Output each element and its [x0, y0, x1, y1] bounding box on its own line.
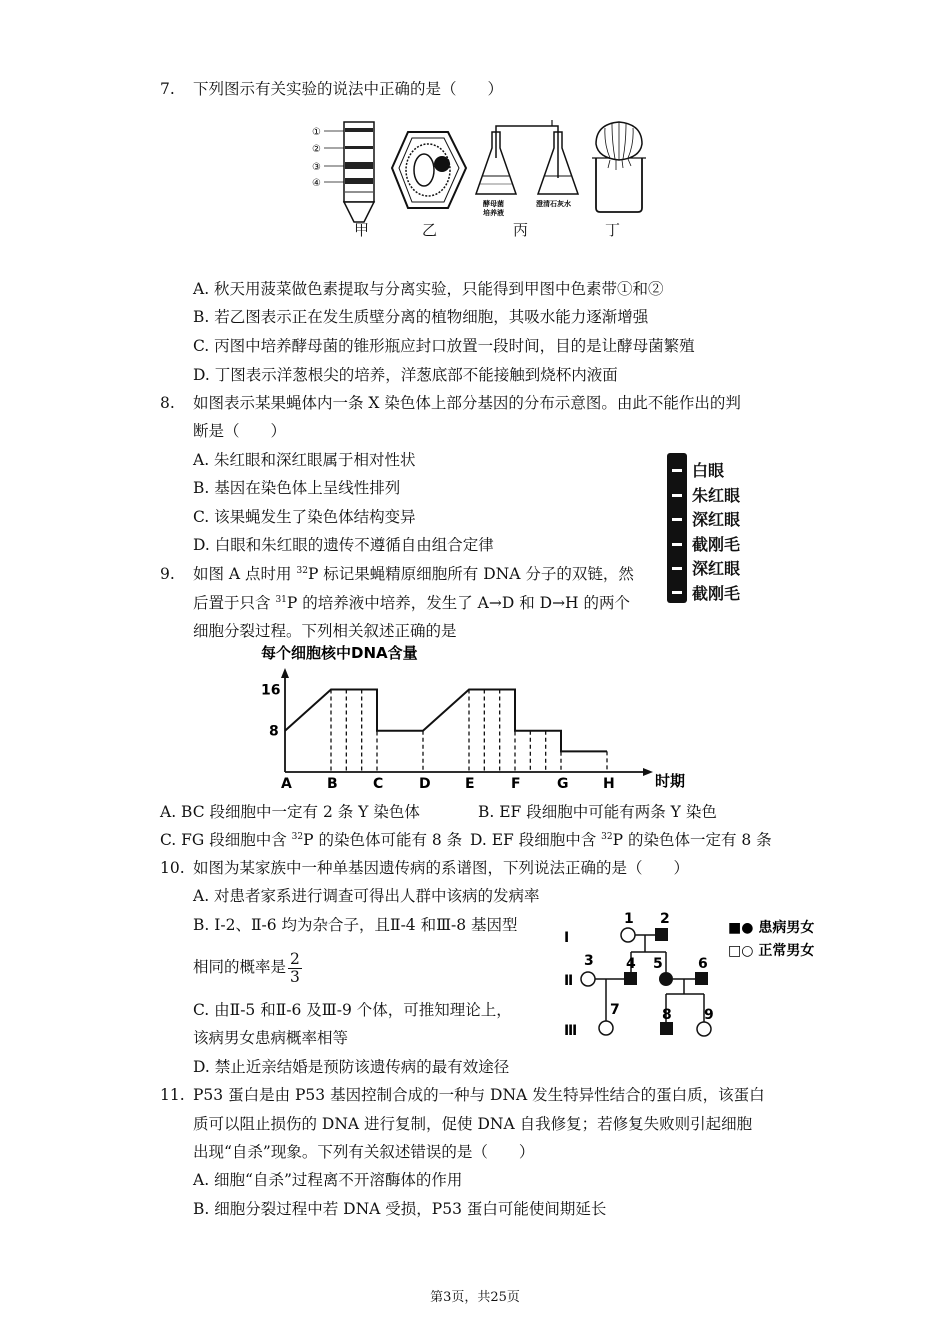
individual-number: 5 — [653, 956, 663, 972]
chromatography-strip — [312, 122, 374, 222]
q9-line1 — [193, 564, 634, 584]
fraction-denominator: 3 — [290, 967, 300, 986]
q9-line2-sup: 31 — [275, 595, 287, 605]
page-footer: 第3页，共25页 — [430, 1290, 520, 1305]
q7-option-c: C. 丙图中培养酵母菌的锥形瓶应封口放置一段时间，目的是让酵母菌繁殖 — [193, 337, 695, 355]
band-mark: ④ — [312, 178, 321, 189]
q9-option-b: B. EF 段细胞中可能有两条 Y 染色 — [478, 803, 717, 821]
chart-dashed-guides — [331, 689, 607, 772]
generation-label: Ⅰ — [564, 930, 570, 946]
q9-option-c — [160, 830, 462, 850]
plant-cell — [392, 132, 466, 208]
individual-7-normal-female — [599, 1021, 613, 1035]
q11-line2: 质可以阻止损伤的 DNA 进行复制，促使 DNA 自我修复；若修复失败则引起细胞 — [193, 1115, 753, 1133]
q7-option-b: B. 若乙图表示正在发生质壁分离的植物细胞，其吸水能力逐渐增强 — [193, 308, 649, 326]
q9-option-d — [470, 830, 772, 850]
caption-yi: 乙 — [422, 221, 438, 239]
flask2-label: 澄清石灰水 — [536, 200, 571, 208]
q8-number: 8. — [160, 394, 175, 412]
dna-series-line — [285, 690, 607, 752]
individual-1-normal-female — [621, 928, 635, 942]
q9-line2 — [193, 593, 630, 613]
x-tick-label: G — [557, 776, 569, 792]
q7-number: 7. — [160, 80, 175, 98]
q9-line1-b: P 标记果蝇精原细胞所有 DNA 分子的双链，然 — [307, 565, 634, 583]
gene-label: 截刚毛 — [692, 584, 741, 603]
individual-6-affected-male — [695, 972, 708, 985]
q10-stem: 如图为某家族中一种单基因遗传病的系谱图，下列说法正确的是（ ） — [193, 859, 690, 877]
individual-5-affected-female — [659, 972, 673, 986]
individual-number: 9 — [704, 1007, 714, 1023]
individual-number: 8 — [662, 1007, 672, 1023]
individual-number: 6 — [698, 956, 708, 972]
onion-beaker — [592, 122, 646, 212]
individual-number: 7 — [610, 1002, 620, 1018]
x-tick-label: E — [465, 776, 475, 792]
caption-jia: 甲 — [354, 221, 370, 239]
individual-2-affected-male — [655, 928, 668, 941]
q10-option-a: A. 对患者家系进行调查可得出人群中该病的发病率 — [193, 887, 540, 905]
band-mark: ② — [312, 144, 321, 155]
fraction-two-thirds — [288, 951, 302, 986]
x-tick-label: B — [327, 776, 338, 792]
q9-option-d-b: P 的染色体一定有 8 条 — [612, 831, 772, 849]
individual-number: 4 — [626, 956, 636, 972]
q7-option-d: D. 丁图表示洋葱根尖的培养，洋葱底部不能接触到烧杯内液面 — [193, 366, 618, 384]
q9-option-c-a: C. FG 段细胞中含 — [160, 831, 292, 849]
q9-option-d-a: D. EF 段细胞中含 — [470, 831, 602, 849]
gene-label: 深红眼 — [692, 559, 741, 578]
q11-line3: 出现“自杀”现象。下列有关叙述错误的是（ ） — [193, 1143, 535, 1161]
q8-stem-line1: 如图表示某果蝇体内一条 X 染色体上部分基因的分布示意图。由此不能作出的判 — [193, 394, 741, 412]
q9-line2-a: 后置于只含 — [193, 594, 276, 612]
q9-option-a: A. BC 段细胞中一定有 2 条 Y 染色体 — [160, 803, 420, 821]
q10-option-b-line2 — [193, 947, 302, 987]
x-axis-arrow — [643, 768, 653, 776]
individual-8-affected-male — [660, 1022, 673, 1035]
chart-title: 每个细胞核中DNA含量 — [261, 644, 418, 662]
q8-stem-line2: 断是（ ） — [193, 422, 287, 440]
x-axis-label: 时期 — [655, 772, 686, 790]
q10-option-b-text: 相同的概率是 — [193, 958, 287, 976]
y-tick-labels — [261, 682, 280, 739]
caption-bing: 丙 — [513, 221, 529, 239]
q9-line2-b: P 的培养液中培养，发生了 A→D 和 D→H 的两个 — [286, 594, 630, 612]
q11-line1: P53 蛋白是由 P53 基因控制合成的一种与 DNA 发生特异性结合的蛋白质，该蛋白 — [193, 1086, 765, 1104]
gene-label: 深红眼 — [692, 510, 741, 529]
generation-label: Ⅱ — [564, 973, 574, 989]
q10-option-c-line1: C. 由Ⅱ-5 和Ⅱ-6 及Ⅲ-9 个体，可推知理论上， — [193, 1001, 512, 1019]
q9-option-c-sup: 32 — [291, 832, 304, 842]
x-tick-label: D — [419, 776, 431, 792]
q8-option-a: A. 朱红眼和深红眼属于相对性状 — [193, 451, 416, 469]
x-chromosome-figure — [666, 452, 688, 604]
y-axis-arrow — [281, 668, 289, 678]
flask1-label: 培养液 — [483, 209, 504, 217]
q9-line1-a: 如图 A 点时用 — [193, 565, 297, 583]
yeast-flask-apparatus — [476, 120, 578, 217]
generation-label: Ⅲ — [564, 1023, 578, 1039]
q11-option-a: A. 细胞“自杀”过程离不开溶酶体的作用 — [193, 1171, 463, 1189]
x-tick-label: H — [603, 776, 615, 792]
flask1-label: 酵母菌 — [483, 200, 504, 208]
q7-stem: 下列图示有关实验的说法中正确的是（ ） — [193, 80, 504, 98]
band-mark: ① — [312, 127, 321, 138]
q7-option-a: A. 秋天用菠菜做色素提取与分离实验，只能得到甲图中色素带①和② — [193, 280, 664, 298]
y-tick-label: 16 — [261, 682, 281, 699]
band-mark: ③ — [312, 162, 321, 173]
individual-number: 3 — [584, 953, 594, 969]
caption-ding: 丁 — [605, 221, 621, 239]
dna-content-chart — [255, 640, 695, 798]
x-tick-label: A — [281, 776, 292, 792]
fraction-numerator: 2 — [290, 949, 300, 968]
x-tick-label: F — [511, 776, 521, 792]
q9-option-d-sup: 32 — [601, 832, 613, 842]
q8-option-c: C. 该果蝇发生了染色体结构变异 — [193, 508, 416, 526]
q10-number: 10. — [160, 859, 185, 877]
pedigree-chart — [556, 908, 840, 1040]
gene-label: 白眼 — [692, 461, 725, 480]
legend-normal: □○ 正常男女 — [728, 943, 815, 959]
q11-number: 11. — [160, 1086, 185, 1104]
q9-number: 9. — [160, 565, 175, 583]
individual-4-affected-male — [624, 972, 637, 985]
q10-option-b-line1: B. Ⅰ-2、Ⅱ-6 均为杂合子，且Ⅱ-4 和Ⅲ-8 基因型 — [193, 916, 518, 934]
y-tick-label: 8 — [269, 723, 279, 740]
q9-option-c-b: P 的染色体可能有 8 条 — [303, 831, 463, 849]
gene-label: 截刚毛 — [692, 535, 741, 554]
x-tick-labels — [281, 776, 615, 792]
legend-affected: ■● 患病男女 — [728, 920, 815, 936]
x-tick-label: C — [373, 776, 384, 792]
q9-line3: 细胞分裂过程。下列相关叙述正确的是 — [193, 622, 457, 640]
individual-number: 2 — [660, 911, 670, 927]
q10-option-c-line2: 该病男女患病概率相等 — [193, 1029, 349, 1047]
q10-option-d: D. 禁止近亲结婚是预防该遗传病的最有效途径 — [193, 1058, 510, 1076]
q9-line1-sup: 32 — [296, 566, 308, 576]
q8-option-d: D. 白眼和朱红眼的遗传不遵循自由组合定律 — [193, 536, 494, 554]
individual-number: 1 — [624, 911, 634, 927]
individual-9-normal-female — [697, 1022, 711, 1036]
q8-option-b: B. 基因在染色体上呈线性排列 — [193, 479, 401, 497]
individual-3-normal-female — [581, 972, 595, 986]
q11-option-b: B. 细胞分裂过程中若 DNA 受损，P53 蛋白可能使间期延长 — [193, 1200, 607, 1218]
gene-label: 朱红眼 — [692, 486, 741, 505]
